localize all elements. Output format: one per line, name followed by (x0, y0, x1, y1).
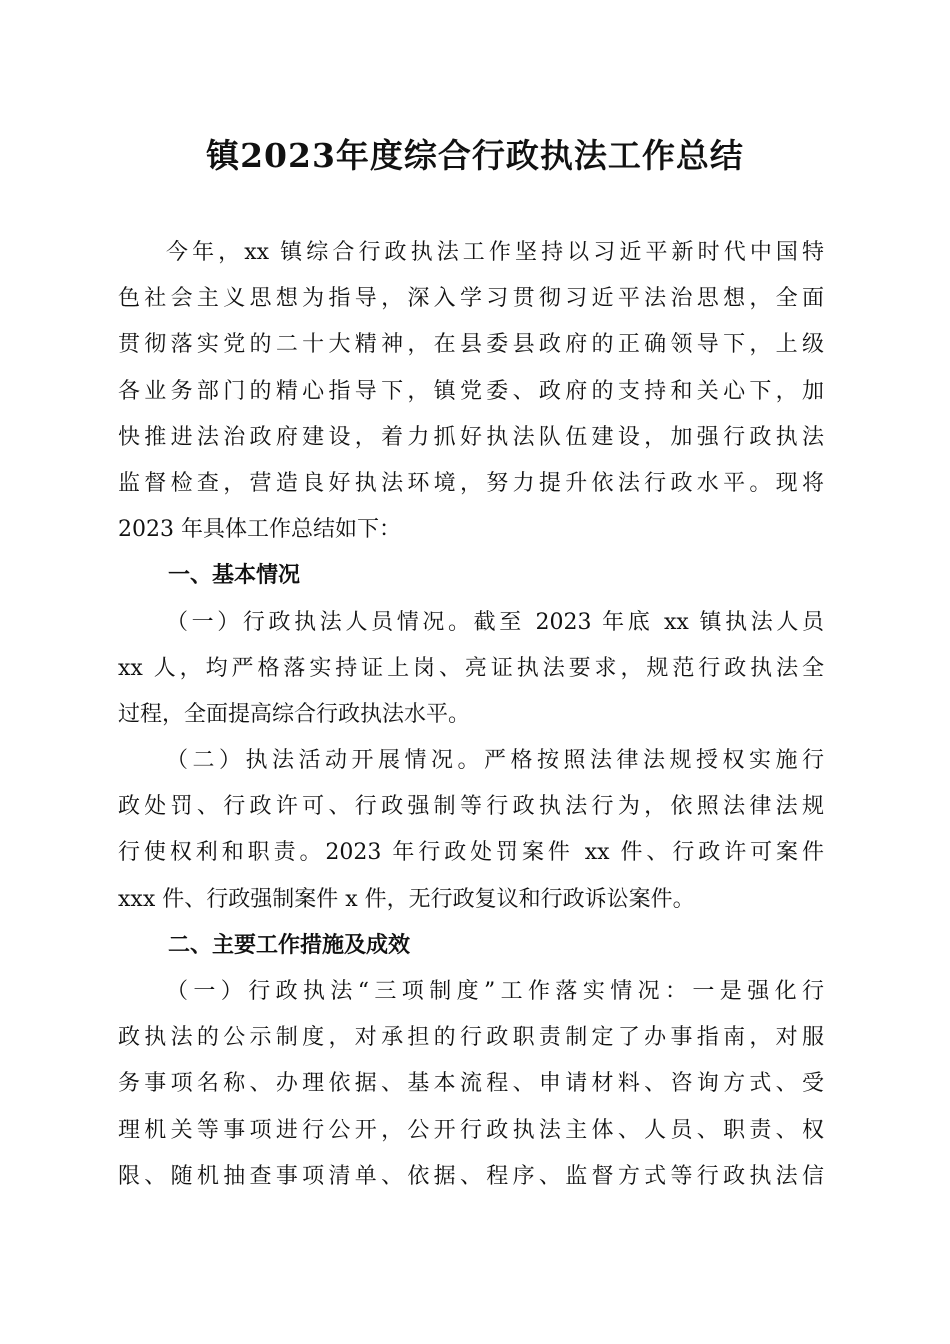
paragraph-line: xx 人，均严格落实持证上岗、亮证执法要求，规范行政执法全 (118, 655, 824, 681)
paragraph-line: 今年，xx 镇综合行政执法工作坚持以习近平新时代中国特 (166, 240, 824, 265)
section2-item1-paragraph (118, 969, 824, 1200)
document-title: 镇2023年度综合行政执法工作总结 (206, 136, 744, 175)
paragraph-line: （一）行政执法人员情况。截至 2023 年底 xx 镇执法人员 (166, 609, 824, 635)
paragraph-line: 各业务部门的精心指导下，镇党委、政府的支持和关心下，加 (118, 378, 824, 404)
paragraph-line: 限、随机抽查事项清单、依据、程序、监督方式等行政执法信 (118, 1163, 824, 1189)
paragraph-line: 2023 年具体工作总结如下： (118, 517, 401, 543)
paragraph-line: （二）执法活动开展情况。严格按照法律法规授权实施行 (166, 748, 824, 774)
paragraph-line: 政执法的公示制度，对承担的行政职责制定了办事指南，对服 (118, 1025, 824, 1051)
paragraph-line: 贯彻落实党的二十大精神，在县委县政府的正确领导下，上级 (118, 332, 824, 358)
paragraph-line: xxx 件、行政强制案件 x 件，无行政复议和行政诉讼案件。 (118, 886, 695, 912)
paragraph-line: 务事项名称、办理依据、基本流程、申请材料、咨询方式、受 (118, 1071, 824, 1097)
section1-item1-paragraph (118, 600, 824, 739)
paragraph-line: （一）行政执法“三项制度”工作落实情况：一是强化行 (166, 979, 824, 1004)
paragraph-line: 色社会主义思想为指导，深入学习贯彻习近平法治思想，全面 (118, 286, 824, 312)
paragraph-line: 监督检查，营造良好执法环境，努力提升依法行政水平。现将 (118, 470, 824, 496)
section-heading-main-measures: 二、主要工作措施及成效 (168, 932, 411, 958)
intro-paragraph (118, 230, 824, 553)
section1-item2-paragraph (118, 738, 824, 923)
document-body (118, 230, 824, 1200)
paragraph-line: 快推进法治政府建设，着力抓好执法队伍建设，加强行政执法 (118, 424, 824, 450)
paragraph-line: 政处罚、行政许可、行政强制等行政执法行为，依照法律法规 (118, 794, 824, 820)
paragraph-line: 理机关等事项进行公开，公开行政执法主体、人员、职责、权 (118, 1117, 824, 1143)
paragraph-line: 行使权利和职责。2023 年行政处罚案件 xx 件、行政许可案件 (118, 840, 824, 866)
paragraph-line: 过程，全面提高综合行政执法水平。 (118, 701, 471, 727)
section-heading-basic-situation: 一、基本情况 (168, 563, 301, 589)
